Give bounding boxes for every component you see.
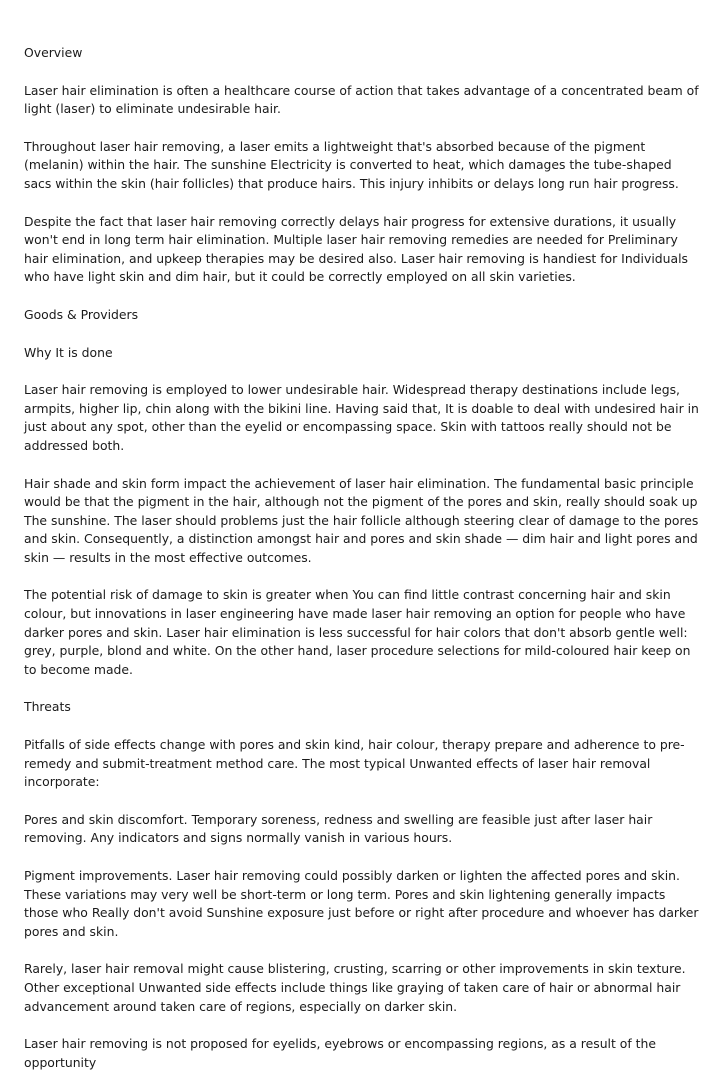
paragraph: Pores and skin discomfort. Temporary soreness, redness and swelling are feasible just after laser hair removing. Any indicators and signs normally vanish in various hours. [24, 811, 653, 846]
paragraph: Throughout laser hair removing, a laser emits a lightweight that's absorbed because of the pigment (melanin) within the hair. The sunshine Electricity is converted to heat, which damages the tube-shaped sacs within the skin (hair follicles) that produce hairs. This injury inhibits or delays long run hair progress. [24, 138, 679, 191]
heading-why-it-is-done: Why It is done [24, 344, 113, 360]
paragraph: Laser hair removing is not proposed for eyelids, eyebrows or encompassing regions, as a result of the opportunity [24, 1036, 656, 1070]
paragraph: Pigment improvements. Laser hair removing could possibly darken or lighten the affected pores and skin. These variations may very well be short-term or long term. Pores and skin lightening generally impacts those who Really don't avoid Sunshine exposure just before or right after procedure and whoever has darker pores and skin. [24, 868, 699, 939]
paragraph: Despite the fact that laser hair removing correctly delays hair progress for extensive durations, it usually won't end in long term hair elimination. Multiple laser hair removing remedies are needed for Preliminary hair elimination, and upkeep therapies may be desired also. Laser hair removing is handiest for Individuals who have light skin and dim hair, but it could be correctly employed on all skin varieties. [24, 213, 688, 285]
paragraph: The potential risk of damage to skin is greater when You can find little contrast concerning hair and skin colour, but innovations in laser engineering have made laser hair removing an option for people who have darker pores and skin. Laser hair elimination is less successful for hair colors that don't absorb gentle well: grey, purple, blond and white. On the other hand, laser procedure selections for mild-coloured hair keep on to become made. [24, 587, 691, 677]
heading-goods-providers: Goods & Providers [24, 306, 139, 322]
paragraph: Hair shade and skin form impact the achievement of laser hair elimination. The fundamental basic principle would be that the pigment in the hair, although not the pigment of the pores and skin, really should soak up The sunshine. The laser should problems just the hair follicle although steering clear of damage to the pores and skin. Consequently, a distinction amongst hair and pores and skin shade — dim hair and light pores and skin — results in the most effective outcomes. [24, 475, 699, 565]
heading-threats: Threats [24, 699, 71, 715]
paragraph: Pitfalls of side effects change with pores and skin kind, hair colour, therapy prepare and adherence to pre-remedy and submit-treatment method care. The most typical Unwanted effects of laser hair removal incorporate: [24, 737, 685, 790]
paragraph: Rarely, laser hair removal might cause blistering, crusting, scarring or other improvements in skin texture. Other exceptional Unwanted side effects include things like graying of taken care of hair or abnormal hair advancement around taken care of regions, especially on darker skin. [24, 961, 686, 1014]
paragraph: Laser hair elimination is often a healthcare course of action that takes advantage of a concentrated beam of light (laser) to eliminate undesirable hair. [24, 82, 699, 117]
heading-overview: Overview [24, 45, 83, 60]
document-body [24, 44, 700, 1091]
paragraph: Laser hair removing is employed to lower undesirable hair. Widespread therapy destinations include legs, armpits, higher lip, chin along with the bikini line. Having said that, It is doable to deal with undesired hair in just about any spot, other than the eyelid or encompassing space. Skin with tattoos really should not be addressed both. [24, 382, 699, 453]
